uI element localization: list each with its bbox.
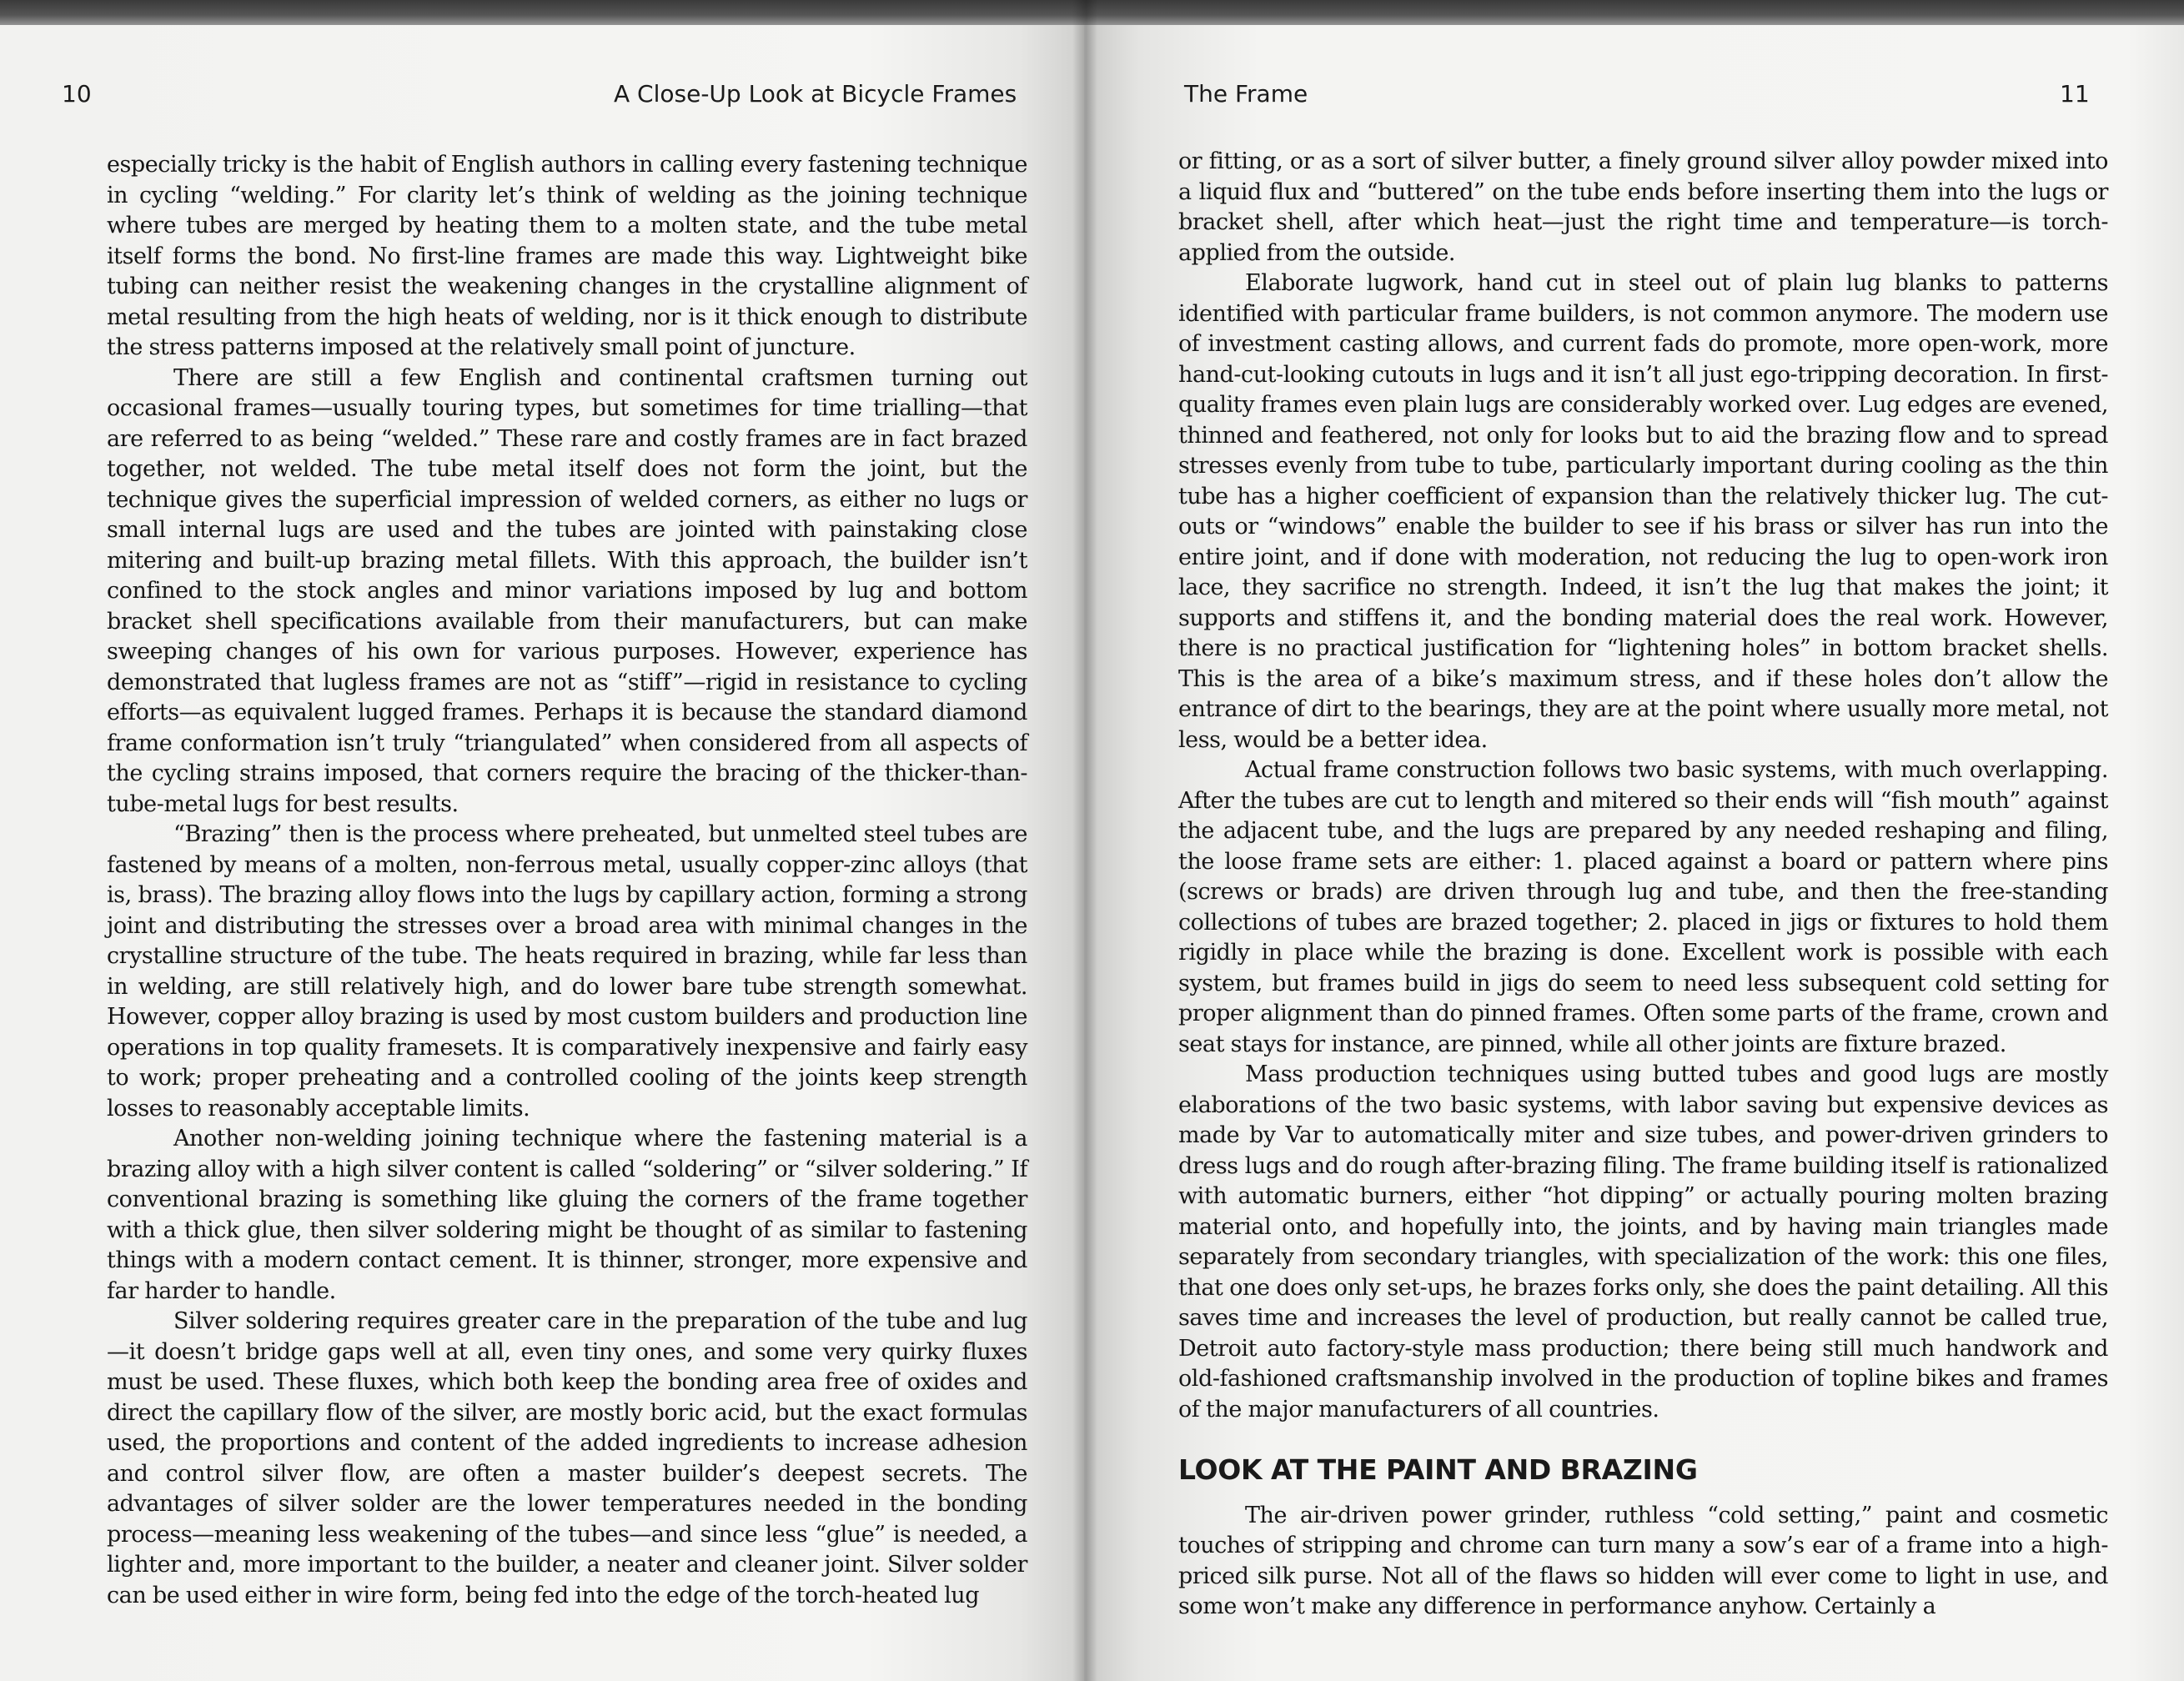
page-number: 11 (2060, 80, 2090, 108)
page-number: 10 (62, 80, 92, 108)
right-page (1084, 25, 2184, 1681)
section-heading: LOOK AT THE PAINT AND BRAZING (1178, 1453, 1698, 1486)
paragraph: Silver soldering requires greater care in the preparation of the tube and lug—it doesn’t bridge gaps well at all, even tiny ones, and some very quirky fluxes must be used. These fluxes, which both keep the bonding area free of oxides and direct the capillary flow of the silver, are mostly boric acid, but the exact formulas used, the proportions and content of the added ingredients to increase adhesion and control silver flow, are often a master builder’s deepest secrets. The advantages of silver solder are the lower temperatures needed in the bonding process—meaning less weakening of the tubes—and since less “glue” is needed, a lighter and, more important to the builder, a neater and cleaner joint. Silver solder can be used either in wire form, being fed into the edge of the torch-heated lug (107, 1308, 1027, 1608)
paragraph: Elaborate lugwork, hand cut in steel out of plain lug blanks to patterns identified with particular frame builders, is not common anymore. The modern use of investment casting allows, and current fads do promote, more open-work, more hand-cut-looking cutouts in lugs and it isn’t all just ego-tripping decoration. In first-quality frames even plain lugs are considerably worked over. Lug edges are evened, thinned and feathered, not only for looks but to aid the brazing flow and to spread stresses evenly from tube to tube, particularly important during cooling as the thin tube has a higher coefficient of expansion than the relatively thicker lug. The cut-outs or “windows” enable the builder to see if his brass or silver has run into the entire joint, and if done with moderation, not reducing the lug to open-work iron lace, they sacrifice no strength. Indeed, it isn’t the lug that makes the joint; it supports and stiffens it, and the bonding material does the real work. However, there is no practical justification for “lightening holes” in bottom bracket shells. This is the area of a bike’s maximum stress, and if these holes don’t allow the entrance of dirt to the bearings, they are at the point where usually more metal, not less, would be a better idea. (1178, 270, 2108, 753)
body-text (1178, 147, 2108, 1623)
paragraph: Mass production techniques using butted tubes and good lugs are mostly elaborations of the two basic systems, with labor saving but expensive devices as made by Var to automatically miter and size tubes, and power-driven grinders to dress lugs and do rough after-brazing filing. The frame building itself is rationalized with automatic burners, either “hot dipping” or actually pouring molten brazing material onto, and hopefully into, the joints, and by having main triangles made separately from secondary triangles, with specialization of the work: this one files, that one does only set-ups, he brazes forks only, she does the paint detailing. All this saves time and increases the level of production, but really cannot be called true, Detroit auto factory-style mass production; there being still much handwork and old-fashioned craftsmanship involved in the production of topline bikes and frames of the major manufacturers of all countries. (1178, 1061, 2108, 1423)
running-head: A Close-Up Look at Bicycle Frames (614, 80, 1017, 108)
running-head: The Frame (1184, 80, 1308, 108)
paragraph: There are still a few English and continental craftsmen turning out occasional frames—usually touring types, but sometimes for time trialling—that are referred to as being “welded.” These rare and costly frames are in fact brazed together, not welded. The tube metal itself does not form the joint, but the technique gives the superficial impression of welded corners, as either no lugs or small internal lugs are used and the tubes are jointed with painstaking close mitering and built-up brazing metal fillets. With this approach, the builder isn’t confined to the stock angles and minor variations imposed by lug and bottom bracket shell specifications available from their manufacturers, but can make sweeping changes of his own for various purposes. However, experience has demonstrated that lugless frames are not as “stiff”—rigid in resistance to cycling efforts—as equivalent lugged frames. Perhaps it is because the standard diamond frame conformation isn’t truly “triangulated” when considered from all aspects of the cycling strains imposed, that corners require the bracing of the thicker-than-tube-metal lugs for best results. (107, 364, 1027, 817)
paragraph: Actual frame construction follows two basic systems, with much overlapping. After the tubes are cut to length and mitered so their ends will “fish mouth” against the adjacent tube, and the lugs are prepared by any needed reshaping and filing, the loose frame sets are either: 1. placed against a board or pattern where pins (screws or brads) are driven through lug and tube, and then the free-standing collections of tubes are brazed together; 2. placed in jigs or fixtures to hold them rigidly in place while the brazing is done. Excellent work is possible with each system, but frames build in jigs do seem to need less subsequent cold setting for proper alignment than do pinned frames. Often some parts of the frame, crown and seat stays for instance, are pinned, while all other joints are fixture brazed. (1178, 757, 2108, 1057)
paragraph: or fitting, or as a sort of silver butter, a finely ground silver alloy powder mixed into a liquid flux and “buttered” on the tube ends before inserting them into the lugs or bracket shell, after which heat—just the right time and temperature—is torch-applied from the outside. (1178, 148, 2108, 266)
paragraph: “Brazing” then is the process where preheated, but unmelted steel tubes are fastened by means of a molten, non-ferrous metal, usually copper-zinc alloys (that is, brass). The brazing alloy flows into the lugs by capillary action, forming a strong joint and distributing the stresses over a broad area with minimal changes in the crystalline structure of the tube. The heats required in brazing, while far less than in welding, are still relatively high, and do lower bare tube strength somewhat. However, copper alloy brazing is used by most custom builders and production line operations in top quality framesets. It is comparatively inexpensive and fairly easy to work; proper preheating and a controlled cooling of the joints keep strength losses to reasonably acceptable limits. (107, 821, 1027, 1122)
paragraph: The air-driven power grinder, ruthless “cold setting,” paint and cosmetic touches of stripping and chrome can turn many a sow’s ear of a frame into a high-priced silk purse. Not all of the flaws so hidden will ever come to light in use, and some won’t make any difference in performance anyhow. Certainly a (1178, 1502, 2108, 1619)
book-gutter (1072, 0, 1097, 1681)
paragraph: Another non-welding joining technique where the fastening material is a brazing alloy with a high silver content is called “soldering” or “silver soldering.” If conventional brazing is something like gluing the corners of the frame together with a thick glue, then silver soldering might be thought of as similar to fastening things with a modern contact cement. It is thinner, stronger, more expensive and far harder to handle. (107, 1126, 1027, 1304)
body-text (107, 150, 1027, 1611)
left-page (0, 25, 1084, 1681)
paragraph: especially tricky is the habit of English authors in calling every fastening technique in cycling “welding.” For clarity let’s think of welding as the joining technique where tubes are merged by heating them to a molten state, and the tube metal itself forms the bond. No first-line frames are made this way. Lightweight bike tubing can neither resist the weakening changes in the crystalline alignment of metal resulting from the high heats of welding, nor is it thick enough to distribute the stress patterns imposed at the relatively small point of juncture. (107, 152, 1027, 360)
